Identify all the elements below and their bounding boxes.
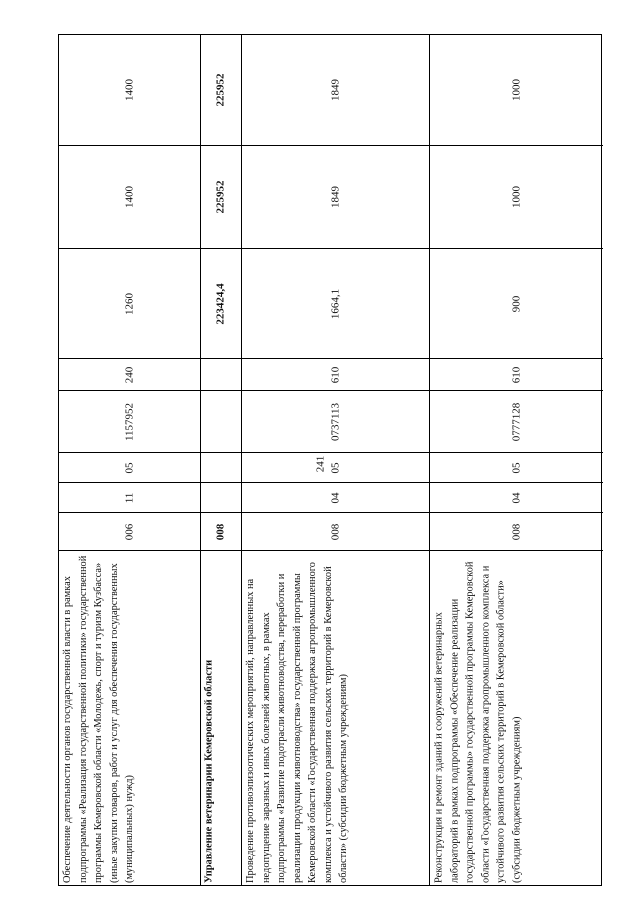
table-row bbox=[59, 35, 201, 885]
subsection-cell bbox=[59, 453, 200, 483]
ministry-code: 008 bbox=[510, 523, 522, 540]
ministry-code: 006 bbox=[123, 523, 135, 540]
sum-2016-cell bbox=[201, 35, 241, 146]
row-description: Реконструкция и ремонт зданий и сооружений ветеринарных лабораторий в рамках подпрограммы «Обеспечение реализации государственной программы» государственной программы Кемеровской области «Государственная поддержка агропромышленного комплекса и устойчивого развития сельских территорий в Кемеровской области» (субсидии бюджетным учреждениям) bbox=[433, 561, 522, 883]
target-cell bbox=[59, 391, 200, 453]
section-cell bbox=[242, 483, 429, 513]
description-cell bbox=[59, 551, 200, 887]
sum-2016: 1849 bbox=[329, 79, 341, 101]
sum-2016-cell bbox=[242, 35, 429, 146]
sum-2015-cell bbox=[59, 146, 200, 249]
description-cell bbox=[242, 551, 429, 887]
section-cell bbox=[430, 483, 603, 513]
sum-2015: 1000 bbox=[510, 186, 522, 208]
sum-2014-cell bbox=[201, 249, 241, 359]
subsection: 05 bbox=[510, 462, 522, 473]
subsection-cell bbox=[430, 453, 603, 483]
section-cell bbox=[59, 483, 200, 513]
ministry-cell bbox=[242, 513, 429, 551]
target-article: 0777128 bbox=[510, 402, 522, 441]
sum-2014: 900 bbox=[510, 295, 522, 312]
description-cell bbox=[430, 551, 603, 887]
target-cell bbox=[430, 391, 603, 453]
ministry-code: 008 bbox=[214, 523, 227, 540]
sum-2015: 1400 bbox=[123, 186, 135, 208]
sum-2015-cell bbox=[430, 146, 603, 249]
section: 04 bbox=[329, 492, 341, 503]
expense-type-cell bbox=[201, 359, 241, 391]
section: 11 bbox=[123, 492, 135, 503]
sum-2016-cell bbox=[430, 35, 603, 146]
table-row bbox=[430, 35, 603, 885]
subsection: 05 bbox=[329, 462, 341, 473]
description-cell bbox=[201, 551, 241, 887]
sum-2016: 1400 bbox=[123, 79, 135, 101]
expense-type-cell bbox=[59, 359, 200, 391]
sum-2014: 223424,4 bbox=[214, 282, 227, 325]
target-article: 1157952 bbox=[123, 402, 135, 441]
row-description: Проведение противоэпизоотических мероприятий, направленных на недопущение заразных и иных болезней животных, в рамках подпрограммы «Развитие подотрасли животноводства, переработки и реализации продукции животноводства» государственной программы Кемеровской области «Государственная поддержка агропромышленного комплекса и устойчивого развития сельских территорий в Кемеровской области» (субсидии бюджетным учреждениям) bbox=[244, 562, 349, 883]
sum-2014: 1260 bbox=[123, 292, 135, 315]
ministry-cell bbox=[201, 513, 241, 551]
budget-table bbox=[58, 34, 602, 886]
expense-type-cell bbox=[242, 359, 429, 391]
sum-2016: 1000 bbox=[510, 79, 522, 101]
expense-type: 610 bbox=[510, 366, 522, 383]
sum-2014-cell bbox=[242, 249, 429, 359]
subsection-cell bbox=[242, 453, 429, 483]
target-cell bbox=[201, 391, 241, 453]
ministry-code: 008 bbox=[329, 523, 341, 540]
sum-2016: 225952 bbox=[214, 73, 227, 107]
sum-2014: 1664,1 bbox=[329, 288, 341, 319]
subsection-cell bbox=[201, 453, 241, 483]
table-row bbox=[201, 35, 242, 885]
expense-type: 610 bbox=[329, 366, 341, 383]
subsection: 05 bbox=[123, 462, 135, 473]
section-cell bbox=[201, 483, 241, 513]
expense-type: 240 bbox=[123, 366, 135, 383]
ministry-cell bbox=[430, 513, 603, 551]
page-number: 241 bbox=[314, 455, 326, 473]
target-article: 0737113 bbox=[329, 402, 341, 441]
sum-2015: 225952 bbox=[214, 180, 227, 214]
row-description: Управление ветеринарии Кемеровской области bbox=[203, 659, 215, 883]
row-description: Обеспечение деятельности органов государственной власти в рамках подпрограммы «Реализация государственной политики» государственной программы Кемеровской области «Молодежь, спорт и туризм Кузбасса» (иные закупки товаров, работ и услуг для обеспечения государственных (муниципальных) нужд) bbox=[61, 555, 135, 883]
sum-2014-cell bbox=[430, 249, 603, 359]
table-row bbox=[242, 35, 430, 885]
sum-2015-cell bbox=[242, 146, 429, 249]
sum-2015-cell bbox=[201, 146, 241, 249]
ministry-cell bbox=[59, 513, 200, 551]
target-cell bbox=[242, 391, 429, 453]
section: 04 bbox=[510, 492, 522, 503]
sum-2015: 1849 bbox=[329, 186, 341, 208]
sum-2016-cell bbox=[59, 35, 200, 146]
sum-2014-cell bbox=[59, 249, 200, 359]
expense-type-cell bbox=[430, 359, 603, 391]
